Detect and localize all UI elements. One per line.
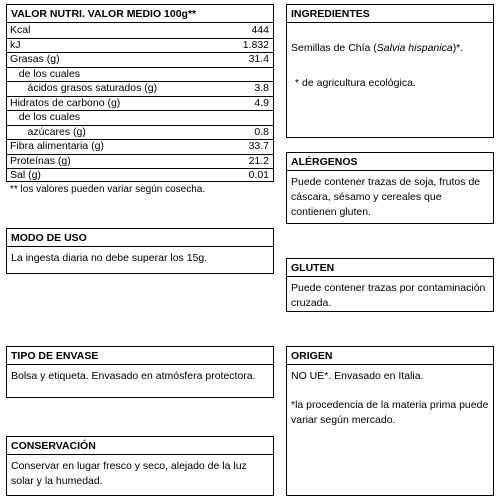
nutrition-value: 21.2 [248, 154, 269, 167]
origin-note: *la procedencia de la materia prima puede variar según mercado. [291, 399, 489, 426]
nutrition-row [7, 154, 273, 170]
ingredients-note: * de agricultura ecológica. [295, 77, 416, 89]
nutrition-label: Proteínas (g) [10, 154, 71, 167]
allergens-title: ALÉRGENOS [287, 153, 493, 171]
gluten-text: Puede contener trazas por contaminación cruzada. [291, 282, 486, 309]
nutrition-title: VALOR NUTRI. VALOR MEDIO 100g** [7, 5, 273, 23]
nutrition-row [7, 110, 273, 126]
usage-text: La ingesta diaria no debe superar los 15g. [11, 252, 208, 264]
nutrition-label: Grasas (g) [10, 53, 60, 65]
usage-panel [6, 228, 274, 274]
storage-panel [6, 436, 274, 496]
packaging-title: TIPO DE ENVASE [7, 347, 273, 365]
nutrition-value: 1.832 [242, 38, 269, 51]
ingredients-text: Semillas de Chía (Salvia hispanica)*. [291, 42, 464, 54]
nutrition-label: kJ [10, 38, 21, 51]
nutrition-label: ácidos grasos saturados (g) [10, 82, 158, 94]
nutrition-row [7, 52, 273, 68]
nutrition-label: Sal (g) [10, 169, 41, 181]
nutrition-value: 444 [251, 24, 269, 36]
nutrition-label: Kcal [10, 24, 31, 36]
gluten-panel [286, 258, 494, 312]
origin-panel [286, 346, 494, 496]
nutrition-row [7, 38, 273, 54]
nutrition-value: 0.01 [248, 169, 269, 181]
nutrition-value: 0.8 [254, 125, 269, 138]
origin-text: NO UE*. Envasado en Italia. [291, 370, 424, 382]
nutrition-value: 31.4 [248, 53, 269, 65]
nutrition-label: Hidratos de carbono (g) [10, 96, 121, 109]
nutrition-value: 33.7 [248, 140, 269, 152]
ingredients-panel [286, 4, 494, 138]
storage-text: Conservar en lugar fresco y seco, alejado de la luz solar y la humedad. [11, 460, 247, 487]
allergens-panel [286, 152, 494, 224]
nutrition-row [7, 23, 273, 39]
nutrition-label: azúcares (g) [10, 125, 86, 138]
nutrition-label: de los cuales [10, 111, 81, 123]
packaging-panel [6, 346, 274, 398]
nutrition-row [7, 96, 273, 112]
origin-title: ORIGEN [287, 347, 493, 365]
nutrition-value: 3.8 [254, 82, 269, 94]
allergens-text: Puede contener trazas de soja, frutos de cáscara, sésamo y cereales que contienen gluten. [291, 176, 481, 218]
usage-title: MODO DE USO [7, 229, 273, 247]
gluten-title: GLUTEN [287, 259, 493, 277]
nutrition-row [7, 168, 273, 183]
nutrition-table [6, 4, 274, 182]
nutrition-row [7, 139, 273, 155]
packaging-text: Bolsa y etiqueta. Envasado en atmósfera protectora. [11, 370, 256, 382]
nutrition-row [7, 67, 273, 83]
nutrition-value: 4.9 [254, 96, 269, 109]
nutrition-note: ** los valores pueden variar según cosecha. [10, 184, 206, 195]
ingredients-title: INGREDIENTES [287, 5, 493, 23]
nutrition-label: Fibra alimentaria (g) [10, 140, 104, 152]
storage-title: CONSERVACIÓN [7, 437, 273, 455]
nutrition-row [7, 81, 273, 97]
nutrition-label: de los cuales [10, 67, 81, 80]
nutrition-row [7, 125, 273, 141]
